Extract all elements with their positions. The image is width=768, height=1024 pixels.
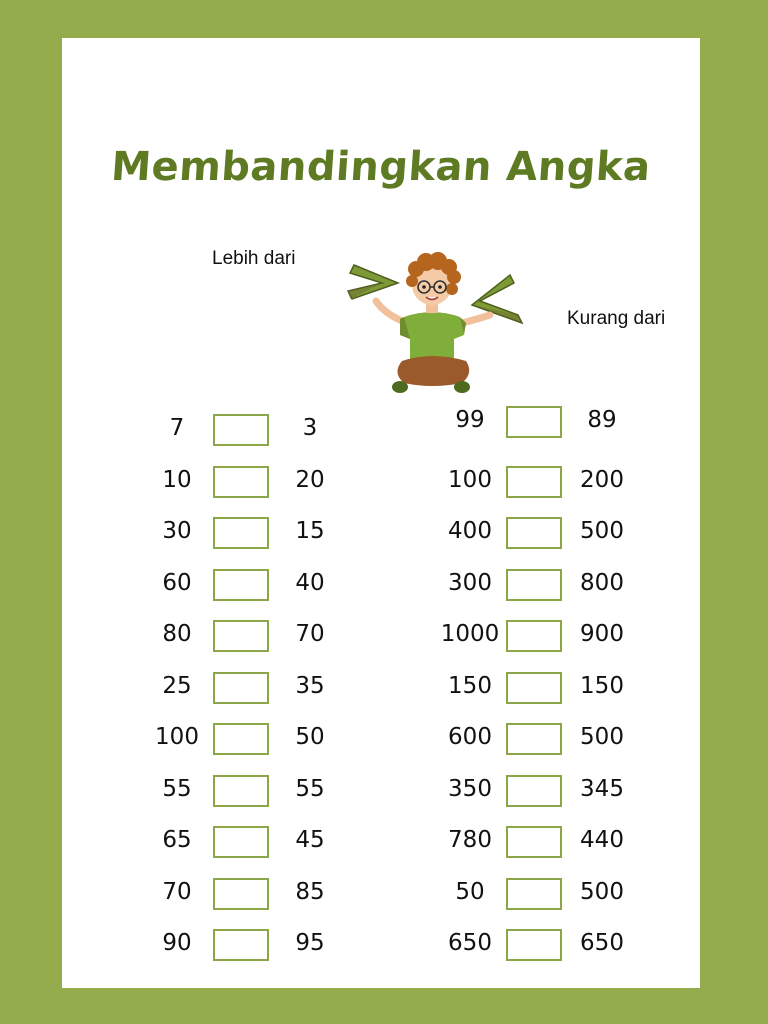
left-number: 600	[448, 724, 492, 750]
right-number: 440	[580, 827, 624, 853]
left-number: 350	[448, 775, 492, 802]
answer-box[interactable]	[213, 775, 269, 807]
left-number: 100	[448, 466, 492, 493]
left-number: 10	[162, 466, 192, 493]
right-number: 500	[580, 518, 624, 544]
left-number: 7	[169, 415, 185, 441]
page-title: Membandingkan Angka	[109, 144, 653, 190]
left-number: 80	[162, 621, 192, 647]
right-number: 200	[580, 466, 624, 493]
answer-box[interactable]	[213, 826, 269, 858]
kid-holding-comparison-signs-illustration	[342, 243, 532, 403]
left-number: 300	[448, 569, 492, 596]
left-number: 90	[162, 930, 192, 956]
answer-box[interactable]	[506, 569, 562, 601]
right-number: 55	[295, 775, 325, 802]
legend-greater-than: Lebih dari	[212, 248, 296, 269]
left-number: 1000	[440, 621, 500, 647]
left-number: 400	[448, 518, 492, 544]
answer-box[interactable]	[213, 414, 269, 446]
answer-box[interactable]	[506, 775, 562, 807]
greater-than-sign-icon	[348, 265, 398, 299]
answer-box[interactable]	[506, 517, 562, 549]
right-number: 900	[580, 621, 624, 647]
left-number: 25	[162, 672, 192, 699]
right-number: 3	[302, 415, 318, 441]
left-number: 150	[448, 672, 492, 699]
right-number: 345	[580, 775, 624, 802]
right-number: 500	[580, 878, 624, 905]
answer-box[interactable]	[506, 620, 562, 652]
answer-box[interactable]	[506, 929, 562, 961]
right-number: 70	[295, 621, 325, 647]
left-number: 99	[455, 407, 485, 433]
right-number: 40	[295, 569, 325, 596]
answer-box[interactable]	[213, 620, 269, 652]
answer-box[interactable]	[213, 878, 269, 910]
left-number: 30	[162, 518, 192, 544]
left-number: 60	[162, 569, 192, 596]
right-number: 20	[295, 466, 325, 493]
right-number: 500	[580, 724, 624, 750]
right-number: 89	[587, 407, 617, 433]
left-number: 65	[162, 827, 192, 853]
right-number: 50	[295, 724, 325, 750]
answer-box[interactable]	[506, 466, 562, 498]
answer-box[interactable]	[213, 929, 269, 961]
answer-box[interactable]	[506, 406, 562, 438]
right-number: 95	[295, 930, 325, 956]
answer-box[interactable]	[213, 723, 269, 755]
left-number: 780	[448, 827, 492, 853]
left-number: 100	[155, 724, 199, 750]
left-number: 50	[455, 878, 485, 905]
answer-box[interactable]	[506, 826, 562, 858]
left-number: 55	[162, 775, 192, 802]
right-number: 85	[295, 878, 325, 905]
left-number: 70	[162, 878, 192, 905]
right-number: 35	[295, 672, 325, 699]
answer-box[interactable]	[213, 517, 269, 549]
legend-less-than: Kurang dari	[567, 308, 666, 329]
answer-box[interactable]	[506, 878, 562, 910]
answer-box[interactable]	[213, 466, 269, 498]
right-number: 45	[295, 827, 325, 853]
answer-box[interactable]	[506, 672, 562, 704]
right-number: 650	[580, 930, 624, 956]
right-number: 150	[580, 672, 624, 699]
left-number: 650	[448, 930, 492, 956]
answer-box[interactable]	[213, 569, 269, 601]
answer-box[interactable]	[213, 672, 269, 704]
answer-box[interactable]	[506, 723, 562, 755]
right-number: 800	[580, 569, 624, 596]
right-number: 15	[295, 518, 325, 544]
